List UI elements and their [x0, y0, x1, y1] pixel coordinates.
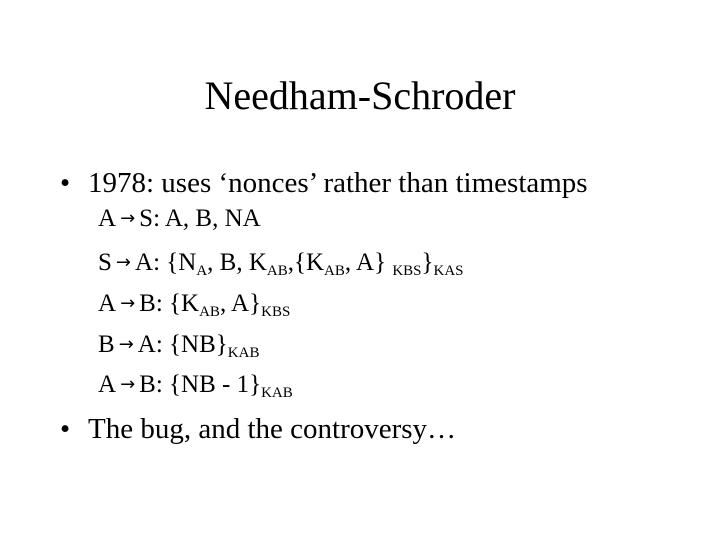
message: : A, B, NA: [153, 205, 261, 232]
message-part: : {NB}: [155, 331, 228, 358]
sender: A: [98, 290, 117, 317]
message-part: ,{K: [287, 249, 325, 276]
protocol-step-4: [98, 330, 259, 360]
right-arrow-icon: →: [118, 334, 134, 355]
message-part: , B, K: [207, 249, 267, 276]
sender: A: [98, 371, 117, 398]
receiver: S: [139, 205, 154, 232]
receiver: B: [139, 290, 156, 317]
subscript: A: [196, 263, 208, 279]
bullet-text: 1978: uses ‘nonces’ rather than timestamps: [88, 167, 588, 199]
bullet-item-bug: [60, 412, 456, 446]
subscript: AB: [324, 263, 345, 279]
protocol-step-5: [98, 370, 293, 400]
protocol-step-3: [98, 289, 290, 319]
right-arrow-icon: →: [120, 374, 136, 395]
sender: B: [98, 331, 115, 358]
message-part: , A}: [344, 249, 393, 276]
bullet-text: The bug, and the controversy…: [88, 413, 457, 445]
subscript: KBS: [261, 304, 291, 320]
subscript: KAB: [227, 345, 260, 361]
receiver: B: [139, 371, 156, 398]
right-arrow-icon: →: [120, 293, 136, 314]
protocol-step-1: [98, 204, 261, 234]
subscript: KBS: [392, 263, 422, 279]
receiver: A: [135, 249, 154, 276]
slide-title: Needham-Schroder: [204, 73, 516, 118]
message-part: : {NB - 1}: [155, 371, 262, 398]
receiver: A: [137, 331, 156, 358]
message-part: : {N: [153, 249, 197, 276]
sender: A: [98, 205, 117, 232]
right-arrow-icon: →: [115, 252, 131, 273]
subscript: KAB: [261, 385, 293, 401]
message-part: }: [421, 249, 434, 276]
subscript: KAS: [433, 263, 464, 279]
subscript: AB: [199, 304, 220, 320]
message-part: : {K: [155, 290, 200, 317]
bullet-icon: •: [60, 167, 71, 199]
bullet-item-1978: [60, 166, 588, 200]
bullet-icon: •: [60, 413, 71, 445]
sender: S: [98, 249, 112, 276]
protocol-step-2: [98, 248, 464, 278]
right-arrow-icon: →: [120, 208, 136, 229]
subscript: AB: [266, 263, 288, 279]
message-part: , A}: [219, 290, 262, 317]
